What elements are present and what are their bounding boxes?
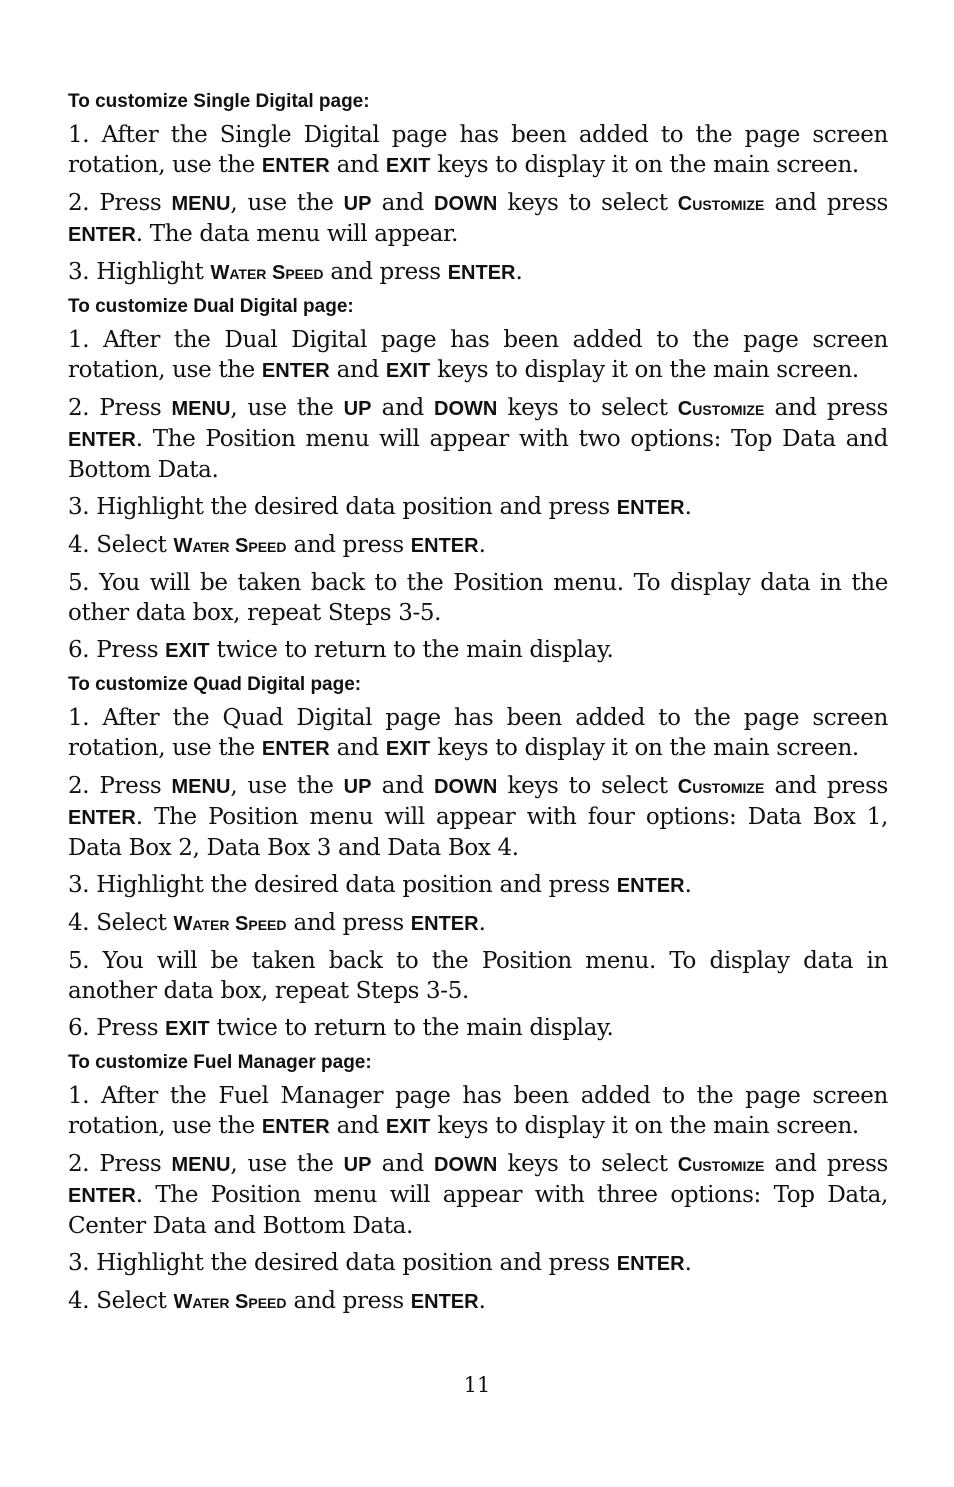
step-text: 3. Highlight the desired data position and press	[68, 1250, 617, 1276]
step-text: keys to select	[497, 1151, 678, 1177]
step-text: . The Position menu will appear with four options: Data Box 1, Data Box 2, Data Box 3 and Data Box 4.	[68, 804, 888, 861]
step-text: 1. After the Quad Digital page has been added to the page screen rotation, use the	[68, 705, 888, 761]
key-name: MENU	[171, 193, 231, 215]
key-name: EXIT	[385, 1116, 431, 1138]
menu-command: Water Speed	[173, 535, 287, 557]
step-text: and press	[764, 395, 889, 421]
section-heading: To customize Dual Digital page:	[68, 296, 354, 317]
key-name: DOWN	[434, 193, 498, 215]
instruction-step	[68, 188, 888, 250]
key-name: DOWN	[434, 1154, 498, 1176]
page-number: 11	[463, 1373, 491, 1397]
step-text: and press	[323, 259, 448, 285]
step-text: , use the	[230, 395, 344, 421]
step-text: twice to return to the main display.	[209, 1015, 614, 1041]
step-text: and press	[764, 190, 889, 216]
step-text: . The data menu will appear.	[135, 221, 459, 247]
step-text: 3. Highlight the desired data position and press	[68, 494, 617, 520]
key-name: EXIT	[385, 155, 431, 177]
instruction-step	[68, 120, 888, 181]
step-text: 5. You will be taken back to the Position menu. To display data in the other data box, repeat Steps 3-5.	[68, 570, 888, 626]
key-name: ENTER	[447, 262, 516, 284]
menu-command: Customize	[677, 1154, 765, 1176]
instruction-step	[68, 908, 888, 939]
step-text: and press	[764, 773, 889, 799]
step-text: 1. After the Single Digital page has been added to the page screen rotation, use the	[68, 122, 888, 178]
step-text: keys to display it on the main screen.	[430, 1113, 859, 1139]
key-name: UP	[343, 1154, 372, 1176]
manual-page-body	[68, 84, 888, 1324]
key-name: ENTER	[68, 807, 136, 829]
step-text: keys to display it on the main screen.	[430, 735, 859, 761]
key-name: UP	[343, 398, 372, 420]
key-name: EXIT	[385, 738, 431, 760]
step-text: .	[478, 1288, 486, 1314]
key-name: MENU	[171, 398, 231, 420]
key-name: ENTER	[410, 535, 479, 557]
instruction-step	[68, 393, 888, 485]
step-text: 6. Press	[68, 1015, 166, 1041]
section-heading: To customize Fuel Manager page:	[68, 1052, 372, 1073]
key-name: UP	[343, 776, 372, 798]
instruction-step	[68, 870, 888, 901]
menu-command: Customize	[677, 193, 765, 215]
instruction-step	[68, 1081, 888, 1142]
step-text: keys to display it on the main screen.	[430, 357, 859, 383]
instruction-step	[68, 257, 888, 288]
step-text: 3. Highlight the desired data position and press	[68, 872, 617, 898]
key-name: EXIT	[165, 1018, 210, 1040]
step-text: .	[478, 532, 486, 558]
key-name: ENTER	[68, 429, 136, 451]
step-text: , use the	[230, 1151, 344, 1177]
instruction-step	[68, 946, 888, 1006]
step-text: and press	[286, 532, 411, 558]
key-name: EXIT	[165, 640, 210, 662]
menu-command: Water Speed	[210, 262, 324, 284]
step-text: 2. Press	[68, 395, 172, 421]
step-text: . The Position menu will appear with two options: Top Data and Bottom Data.	[68, 426, 888, 483]
instruction-step	[68, 1286, 888, 1317]
step-text: 3. Highlight	[68, 259, 211, 285]
step-text: 5. You will be taken back to the Position menu. To display data in another data box, repeat Steps 3-5.	[68, 948, 888, 1004]
instruction-step	[68, 703, 888, 764]
key-name: ENTER	[616, 497, 685, 519]
menu-command: Water Speed	[173, 1291, 287, 1313]
step-text: keys to select	[497, 190, 678, 216]
instruction-step	[68, 1149, 888, 1241]
instruction-step	[68, 1248, 888, 1279]
step-text: .	[515, 259, 523, 285]
key-name: ENTER	[68, 224, 136, 246]
step-text: keys to select	[497, 773, 678, 799]
step-text: and press	[286, 1288, 411, 1314]
key-name: ENTER	[68, 1185, 136, 1207]
step-text: and	[371, 395, 435, 421]
section-heading: To customize Quad Digital page:	[68, 674, 362, 695]
key-name: MENU	[171, 1154, 231, 1176]
step-text: twice to return to the main display.	[209, 637, 614, 663]
step-text: and press	[764, 1151, 889, 1177]
step-text: .	[478, 910, 486, 936]
key-name: DOWN	[434, 776, 498, 798]
step-text: and	[371, 1151, 435, 1177]
step-text: keys to select	[497, 395, 678, 421]
instruction-step	[68, 568, 888, 628]
key-name: ENTER	[616, 1253, 685, 1275]
step-text: , use the	[230, 773, 344, 799]
step-text: 2. Press	[68, 773, 172, 799]
instruction-step	[68, 635, 888, 666]
key-name: UP	[343, 193, 372, 215]
menu-command: Customize	[677, 776, 765, 798]
step-text: and	[329, 1113, 386, 1139]
step-text: .	[684, 494, 692, 520]
step-text: 2. Press	[68, 190, 172, 216]
instruction-step	[68, 325, 888, 386]
step-text: and	[371, 190, 435, 216]
step-text: 1. After the Fuel Manager page has been added to the page screen rotation, use the	[68, 1083, 888, 1139]
menu-command: Customize	[677, 398, 765, 420]
step-text: and press	[286, 910, 411, 936]
step-text: . The Position menu will appear with three options: Top Data, Center Data and Bottom Data.	[68, 1182, 888, 1239]
step-text: 4. Select	[68, 1288, 174, 1314]
step-text: .	[684, 1250, 692, 1276]
step-text: .	[684, 872, 692, 898]
step-text: and	[329, 357, 386, 383]
instruction-step	[68, 771, 888, 863]
step-text: , use the	[230, 190, 344, 216]
section-heading: To customize Single Digital page:	[68, 91, 370, 112]
key-name: ENTER	[261, 1116, 330, 1138]
key-name: ENTER	[261, 155, 330, 177]
step-text: 6. Press	[68, 637, 166, 663]
key-name: ENTER	[261, 738, 330, 760]
step-text: and	[329, 735, 386, 761]
menu-command: Water Speed	[173, 913, 287, 935]
step-text: 4. Select	[68, 910, 174, 936]
key-name: EXIT	[385, 360, 431, 382]
key-name: MENU	[171, 776, 231, 798]
key-name: ENTER	[261, 360, 330, 382]
step-text: 2. Press	[68, 1151, 172, 1177]
step-text: and	[329, 152, 386, 178]
step-text: 4. Select	[68, 532, 174, 558]
instruction-step	[68, 1013, 888, 1044]
step-text: keys to display it on the main screen.	[430, 152, 859, 178]
step-text: and	[371, 773, 435, 799]
key-name: ENTER	[410, 1291, 479, 1313]
instruction-step	[68, 530, 888, 561]
instruction-step	[68, 492, 888, 523]
key-name: ENTER	[410, 913, 479, 935]
key-name: DOWN	[434, 398, 498, 420]
step-text: 1. After the Dual Digital page has been added to the page screen rotation, use the	[68, 327, 888, 383]
key-name: ENTER	[616, 875, 685, 897]
